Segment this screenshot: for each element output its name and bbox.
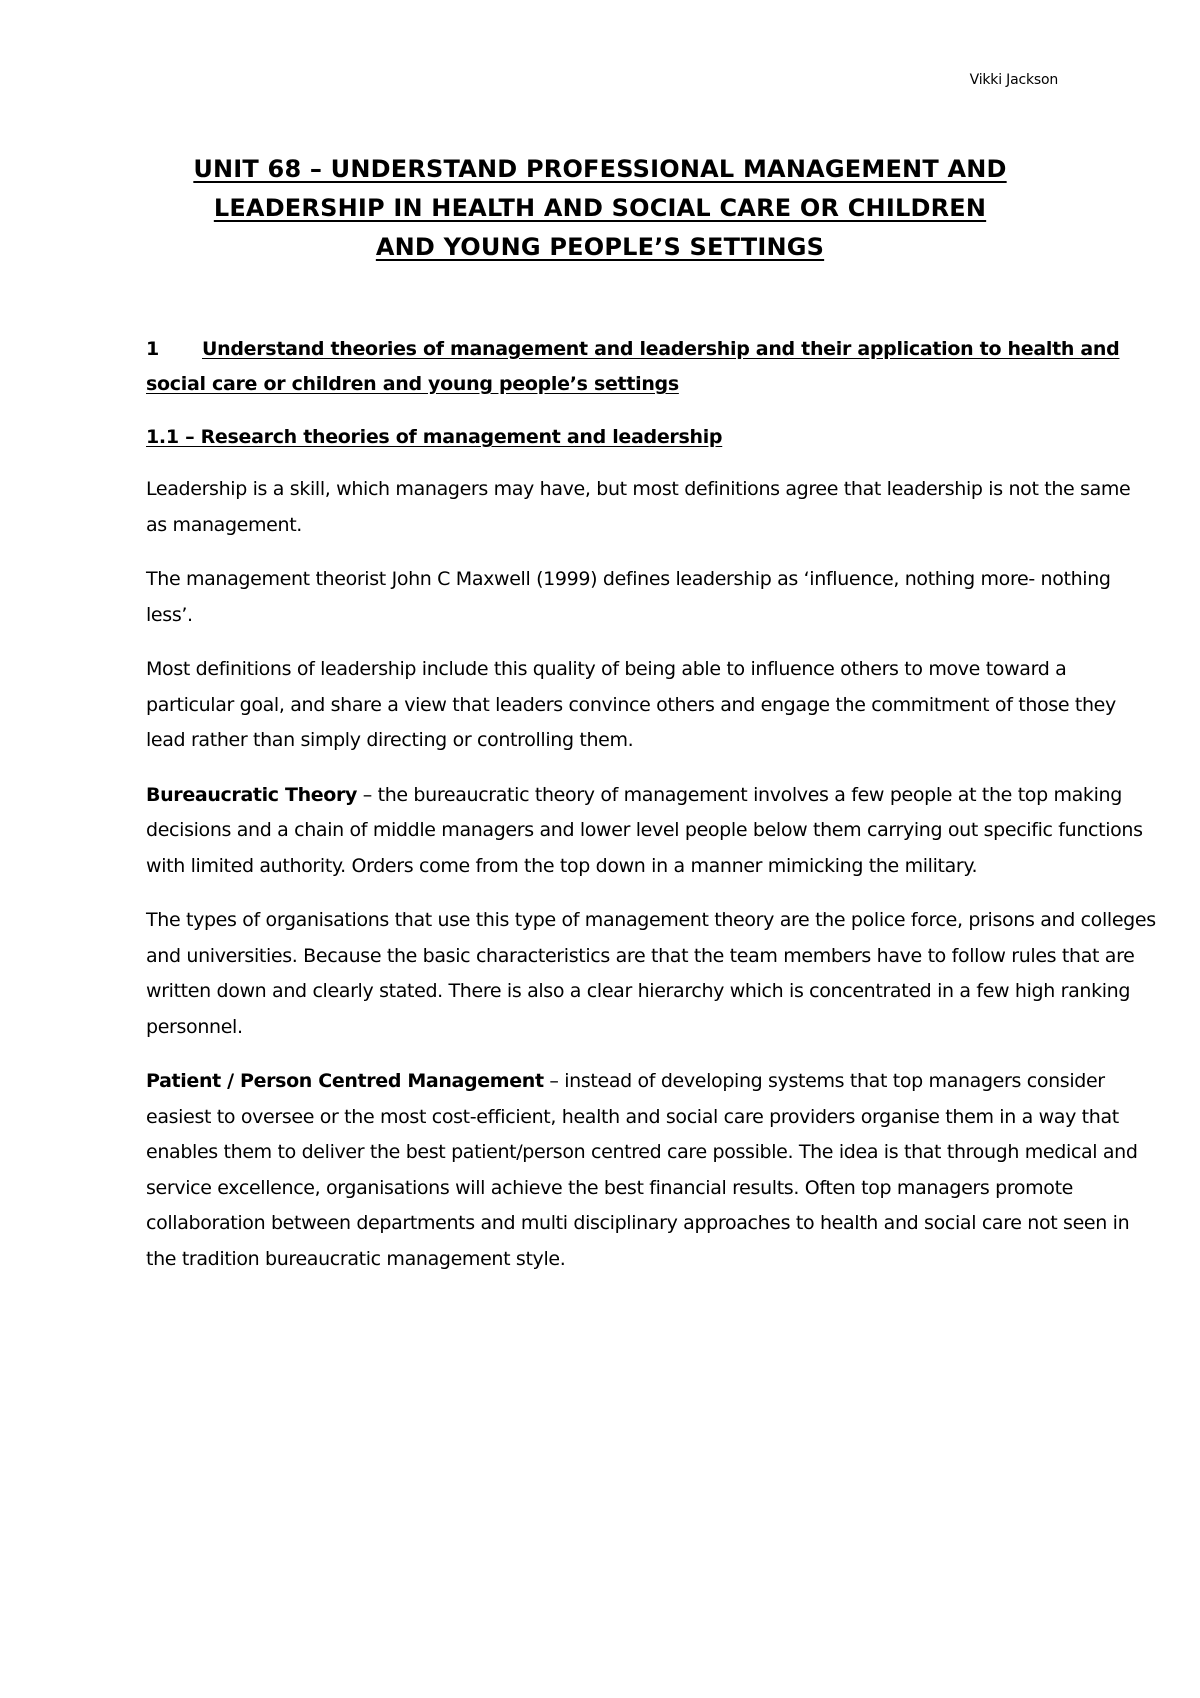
document-title: [120, 150, 1080, 267]
title-line-3: AND YOUNG PEOPLE’S SETTINGS: [375, 233, 825, 261]
section-heading-text: Understand theories of management and leadership and their application to health and social care or children and young people’s settings: [146, 338, 1120, 395]
person-centred-text: – instead of developing systems that top managers consider easiest to oversee or the most cost-efficient, health and social care providers organise them in a way that enables them to deliver the best patient/person centred care possible. The idea is that through medical and service excellence, organisations will achieve the best financial results. Often top managers promote collaboration between departments and multi disciplinary approaches to health and social care not seen in the tradition bureaucratic management style.: [146, 1070, 1138, 1270]
document-body: [146, 332, 1156, 1296]
paragraph-organisation-types: The types of organisations that use this type of management theory are the police force, prisons and colleges and universities. Because the basic characteristics are that the team members have to follow rules that are written down and clearly stated. There is also a clear hierarchy which is concentrated in a few high ranking personnel.: [146, 909, 1156, 1038]
paragraph-definitions: Most definitions of leadership include this quality of being able to influence others to move toward a particular goal, and share a view that leaders convince others and engage the commitment of those they lead rather than simply directing or controlling them.: [146, 658, 1116, 751]
title-line-1: UNIT 68 – UNDERSTAND PROFESSIONAL MANAGEMENT AND: [193, 155, 1007, 183]
section-heading: [146, 332, 1156, 402]
paragraph-bureaucratic-theory: [146, 778, 1156, 885]
section-number: 1: [146, 338, 159, 360]
term-bureaucratic-theory: Bureaucratic Theory: [146, 783, 358, 806]
paragraph-leadership-skill: Leadership is a skill, which managers may have, but most definitions agree that leadership is not the same as management.: [146, 478, 1131, 536]
term-person-centred-management: Patient / Person Centred Management: [146, 1070, 544, 1092]
paragraph-person-centred: [146, 1064, 1156, 1277]
subsection-heading: 1.1 – Research theories of management and leadership: [146, 426, 723, 448]
author-name: Vikki Jackson: [969, 72, 1058, 88]
bureaucratic-theory-text: – the bureaucratic theory of management involves a few people at the top making decisions and a chain of middle managers and lower level people below them carrying out specific functions with limited authority. Orders come from the top down in a manner mimicking the military.: [146, 783, 1143, 877]
title-line-2: LEADERSHIP IN HEALTH AND SOCIAL CARE OR CHILDREN: [213, 194, 987, 222]
paragraph-maxwell-quote: The management theorist John C Maxwell (1999) defines leadership as ‘influence, nothing more- nothing less’.: [146, 568, 1111, 626]
